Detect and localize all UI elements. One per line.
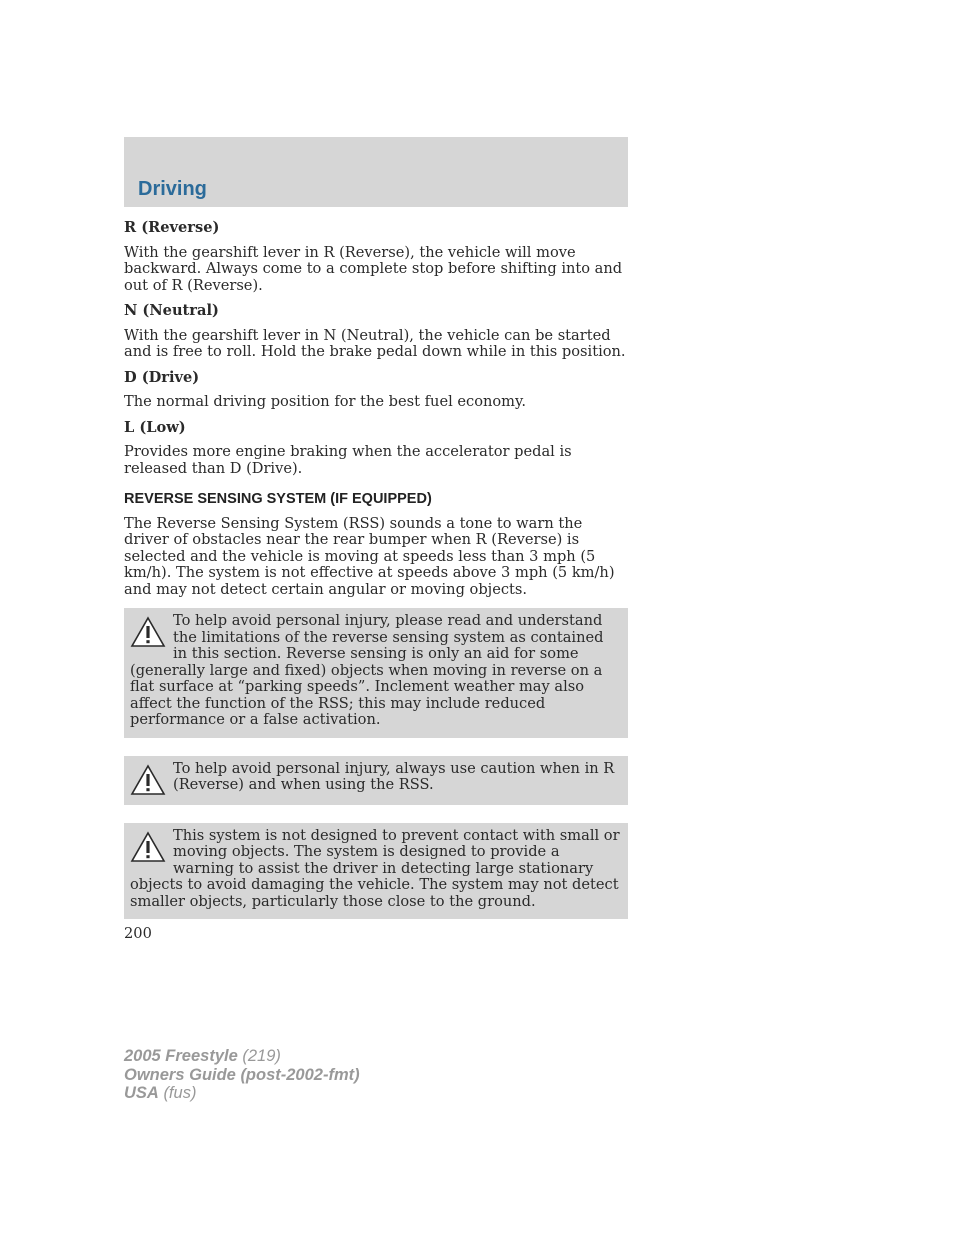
- neutral-subheading: N (Neutral): [124, 302, 219, 319]
- document-footer: [124, 1047, 360, 1103]
- warning-text: To help avoid personal injury, please read and understand the limitations of the reverse sensing system as contained in this section. Reverse sensing is only an aid for some (generally large and fixed) objects when moving in reverse on a flat surface at “parking speeds”. Inclement weather may also affect the function of the RSS; this may include reduced performance or a false activation.: [130, 612, 604, 728]
- warning-triangle-icon: [130, 764, 166, 796]
- footer-line-1: [124, 1047, 360, 1066]
- footer-line-2: [124, 1066, 360, 1085]
- warning-box: [124, 823, 628, 920]
- warning-box: [124, 756, 628, 805]
- drive-paragraph: The normal driving position for the best fuel economy.: [124, 393, 526, 410]
- footer-model: 2005 Freestyle: [124, 1047, 238, 1065]
- low-subheading: L (Low): [124, 418, 186, 436]
- footer-guide: Owners Guide (post-2002-fmt): [124, 1065, 360, 1084]
- warning-triangle-icon: [130, 616, 166, 648]
- drive-subheading: D (Drive): [124, 368, 200, 386]
- warning-box: [124, 608, 628, 738]
- page-number: 200: [124, 925, 152, 942]
- footer-line-3: [124, 1084, 360, 1103]
- page-title: Driving: [138, 178, 207, 200]
- footer-market-code: (fus): [163, 1084, 197, 1102]
- reverse-subheading: R (Reverse): [124, 219, 220, 236]
- warning-text: This system is not designed to prevent contact with small or moving objects. The system is designed to provide a warning to assist the driver in detecting large stationary objects to avoid damaging the vehicle. The system may not detect smaller objects, particularly those close to the ground.: [130, 826, 620, 910]
- footer-model-code: (219): [242, 1047, 281, 1065]
- neutral-paragraph: With the gearshift lever in N (Neutral), the vehicle can be started and is free to roll. Hold the brake pedal down while in this position.: [124, 326, 626, 360]
- footer-market: USA: [124, 1084, 159, 1102]
- rss-heading: REVERSE SENSING SYSTEM (IF EQUIPPED): [124, 491, 432, 507]
- page-content: [124, 220, 628, 937]
- reverse-paragraph: With the gearshift lever in R (Reverse), the vehicle will move backward. Always come to a complete stop before shifting into and out of R (Reverse).: [124, 243, 623, 294]
- low-paragraph: Provides more engine braking when the accelerator pedal is released than D (Drive).: [124, 443, 572, 477]
- section-header-band: [124, 137, 628, 207]
- warning-text: To help avoid personal injury, always use caution when in R (Reverse) and when using the RSS.: [173, 759, 615, 793]
- warning-triangle-icon: [130, 831, 166, 863]
- rss-intro-paragraph: The Reverse Sensing System (RSS) sounds a tone to warn the driver of obstacles near the rear bumper when R (Reverse) is selected and the vehicle is moving at speeds less than 3 mph (5 km/h). The system is not effective at speeds above 3 mph (5 km/h) and may not detect certain angular or moving objects.: [124, 514, 615, 598]
